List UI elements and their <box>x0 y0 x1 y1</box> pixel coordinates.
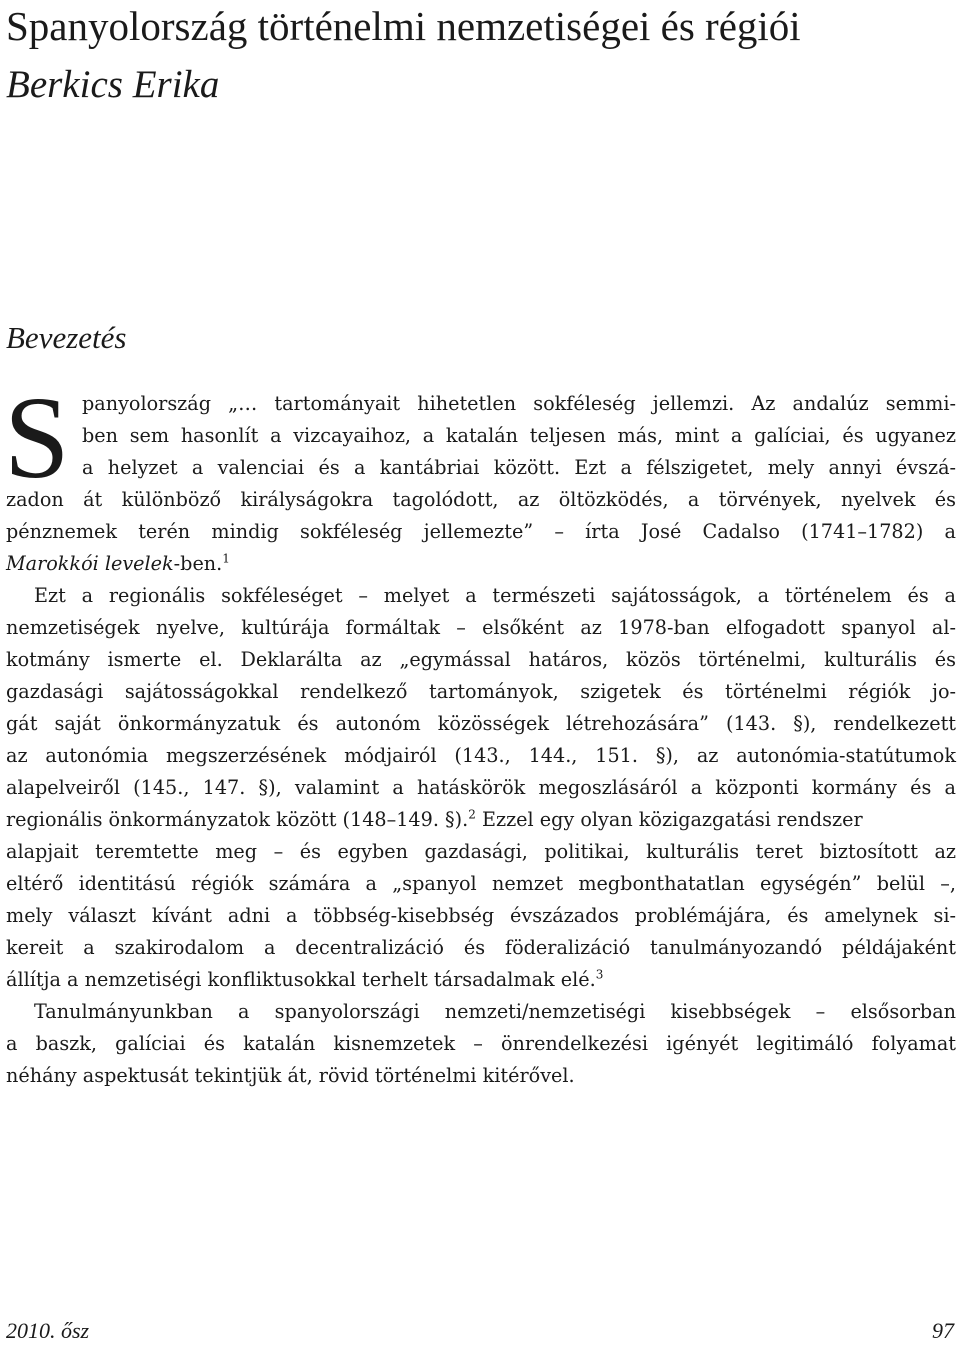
text-line-with-footnote <box>6 964 956 996</box>
issue-label: 2010. ősz <box>6 1318 90 1343</box>
text-line: ben sem hasonlít a vizcayaihoz, a katalán teljesen más, mint a galíciai, és ugyanez <box>82 424 956 447</box>
text-line: Ezt a regionális sokféleséget – melyet a természeti sajátosságok, a történelem és a <box>34 584 956 607</box>
text-line: alapelveiről (145., 147. §), valamint a hatáskörök megoszlásáról a központi kormány és a <box>6 776 956 799</box>
footnote-ref-3: 3 <box>595 967 604 982</box>
text-line: nemzetiségek nyelve, kultúrája formáltak – elsőként az 1978-ban elfogadott spanyol al- <box>6 616 956 639</box>
author-name: Berkics Erika <box>6 63 220 106</box>
text-line: a baszk, galíciai és katalán kisnemzetek – önrendelkezési igényét legitimáló folyamat <box>6 1032 956 1055</box>
drop-cap: S <box>4 372 70 503</box>
text-line: gazdasági sajátosságokkal rendelkező tartományok, szigetek és történelmi régiók jo- <box>6 680 956 703</box>
text-line-with-citation <box>6 548 956 580</box>
text-line: kotmány ismerte el. Deklarálta az „egymással határos, közös történelmi, kulturális és <box>6 648 956 671</box>
article-title: Spanyolország történelmi nemzetiségei és régiói <box>6 3 801 49</box>
text-line: az autonómia megszerzésének módjairól (143., 144., 151. §), az autonómia-statútumok <box>6 744 956 767</box>
book-suffix: -ben. <box>173 552 223 575</box>
book-title: Marokkói levelek <box>6 552 174 575</box>
text-segment: Ezzel egy olyan közigazgatási rendszer <box>475 808 863 831</box>
footnote-ref-2: 2 <box>468 807 476 822</box>
footnote-ref-1: 1 <box>222 551 230 566</box>
text-line: kereit a szakirodalom a decentralizáció és föderalizáció tanulmányozandó példájaként <box>6 936 956 959</box>
text-line: zadon át különböző királyságokra tagolódott, az öltözködés, a törvények, nyelvek és <box>6 488 956 511</box>
text-line: néhány aspektusát tekintjük át, rövid történelmi kitérővel. <box>6 1064 575 1087</box>
text-line: Tanulmányunkban a spanyolországi nemzeti/nemzetiségi kisebbségek – elsősorban <box>34 1000 956 1023</box>
text-line: gát saját önkormányzatuk és autonóm közösségek létrehozására” (143. §), rendelkezett <box>6 712 956 735</box>
text-line: eltérő identitású régiók számára a „spanyol nemzet megbonthatatlan egységén” belül –, <box>6 872 956 895</box>
text-line: a helyzet a valenciai és a kantábriai között. Ezt a félszigetet, mely annyi évszá- <box>82 456 956 479</box>
text-segment: állítja a nemzetiségi konfliktusokkal terhelt társadalmak elé. <box>6 968 596 991</box>
text-line: mely választ kívánt adni a többség-kisebbség évszázados problémájára, és amelynek si- <box>6 904 956 927</box>
page-number: 97 <box>932 1318 954 1343</box>
text-line: alapjait teremtette meg – és egyben gazdasági, politikai, kulturális teret biztosított az <box>6 840 956 863</box>
article-body <box>4 372 956 1092</box>
section-heading: Bevezetés <box>6 320 127 355</box>
text-line: panyolország „… tartományait hihetetlen sokféleség jellemzi. Az andalúz semmi- <box>82 392 956 415</box>
text-segment: regionális önkormányzatok között (148–149. §). <box>6 808 469 831</box>
text-line: pénznemek terén mindig sokféleség jellemezte” – írta José Cadalso (1741–1782) a <box>6 520 956 543</box>
text-line-with-footnote <box>6 804 956 836</box>
